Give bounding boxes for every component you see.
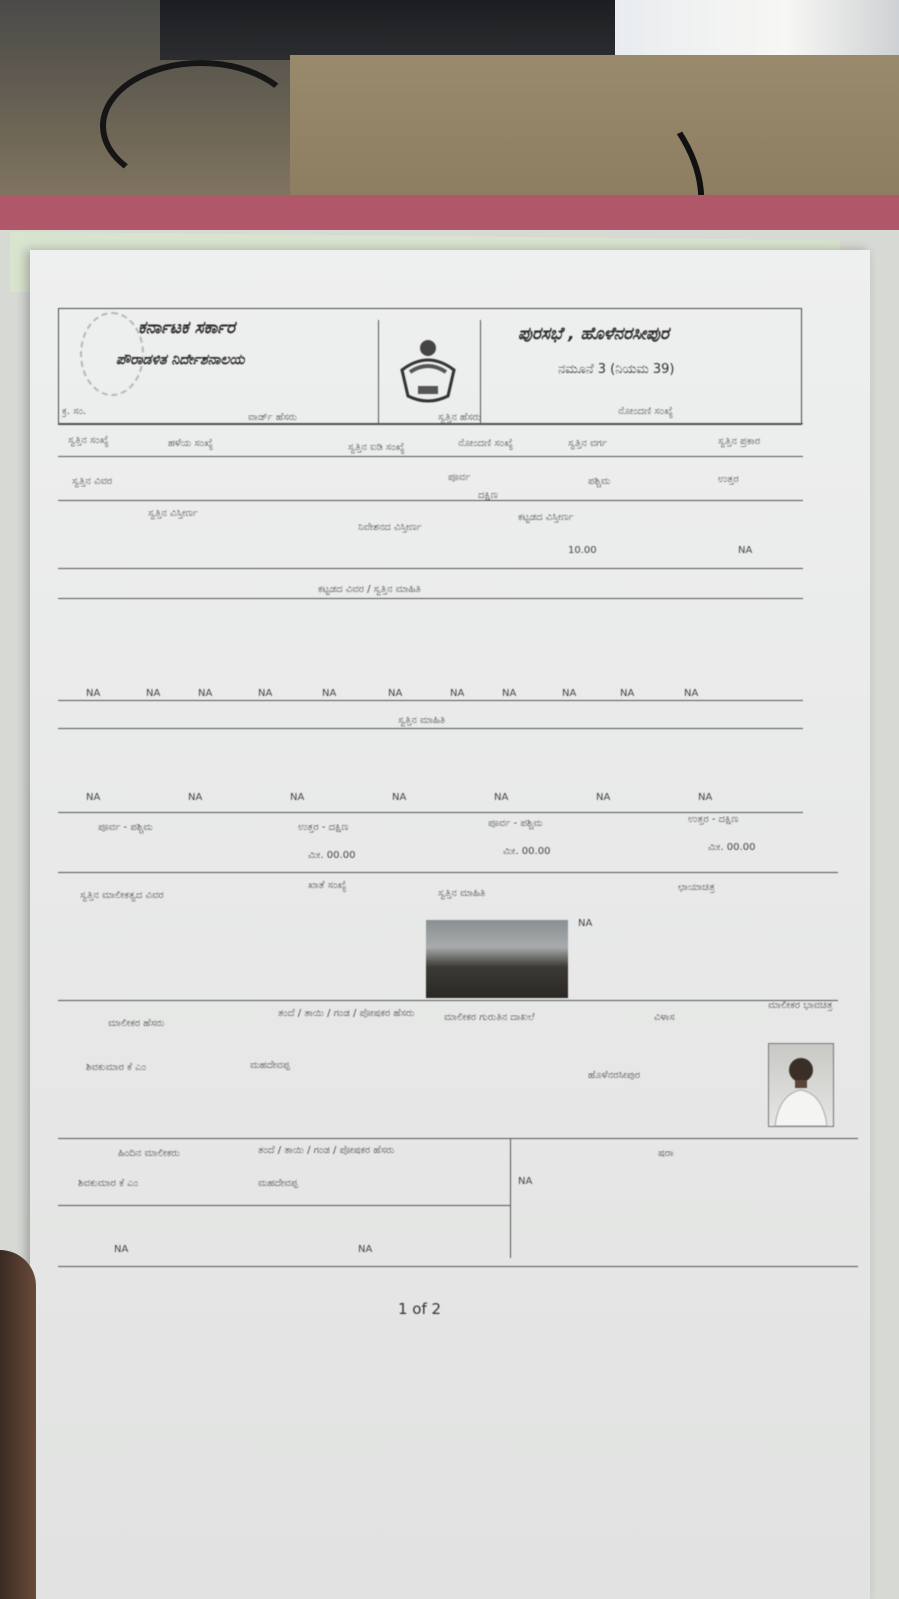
owner-address: ಹೊಳೆನರಸೀಪುರ — [588, 1070, 641, 1081]
prev-owner-name: ಶಿವಕುಮಾರ ಕೆ ಎಂ — [78, 1178, 139, 1189]
row-line — [58, 500, 803, 501]
label-parent: ತಂದೆ / ತಾಯಿ / ಗಂಡ / ಪೋಷಕರ ಹೆಸರು — [278, 1008, 415, 1019]
na-cell: NA — [450, 688, 465, 699]
na-cell: NA — [518, 1176, 533, 1187]
na-cell: NA — [86, 792, 101, 803]
na-cell: NA — [188, 792, 203, 803]
row-line — [58, 700, 803, 701]
na-cell: NA — [388, 688, 403, 699]
label-remarks: ಷರಾ — [658, 1148, 674, 1159]
na-cell: NA — [86, 688, 101, 699]
label-reg-no: ನೋಂದಣಿ ಸಂಖ್ಯೆ — [458, 438, 514, 449]
na-cell: NA — [198, 688, 213, 699]
na-cell: NA — [502, 688, 517, 699]
label-owner-photo: ಮಾಲೀಕರ ಭಾವಚಿತ್ರ — [768, 1000, 833, 1011]
label-account-no: ಖಾತೆ ಸಂಖ್ಯೆ — [308, 880, 347, 891]
value-na: NA — [738, 545, 753, 556]
label-ew2: ಪೂರ್ವ - ಪಶ್ಚಿಮ — [488, 818, 543, 829]
row-line — [58, 872, 838, 873]
label-ns2: ಉತ್ತರ - ದಕ್ಷಿಣ — [688, 814, 739, 825]
label-site-area: ನಿವೇಶನದ ವಿಸ್ತೀರ್ಣ — [358, 522, 422, 533]
header-divider — [378, 320, 379, 425]
row-line — [58, 1205, 510, 1206]
label-ns: ಉತ್ತರ - ದಕ್ಷಿಣ — [298, 822, 349, 833]
label-west: ಪಶ್ಚಿಮ — [588, 476, 611, 487]
page-number: 1 of 2 — [398, 1300, 442, 1318]
na-cell: NA — [620, 688, 635, 699]
na-cell: NA — [684, 688, 699, 699]
label-details: ಸ್ವತ್ತಿನ ವಿವರ — [72, 476, 113, 487]
label-old-no: ಹಳೆಯ ಸಂಖ್ಯೆ — [168, 438, 214, 449]
label-prev-parent: ತಂದೆ / ತಾಯಿ / ಗಂಡ / ಪೋಷಕರ ಹೆಸರು — [258, 1145, 395, 1156]
label-owner-name: ಮಾಲೀಕರ ಹೆಸರು — [108, 1018, 165, 1029]
na-cell: NA — [698, 792, 713, 803]
label-serial: ಕ್ರ. ಸಂ. — [62, 406, 87, 417]
value-dim: ಮೀ. 00.00 — [708, 842, 756, 853]
na-cell: NA — [146, 688, 161, 699]
municipality-title: ಪುರಸಭೆ , ಹೊಳೆನರಸೀಪುರ — [518, 324, 669, 344]
label-ward: ವಾರ್ಡ್ ಹೆಸರು — [248, 412, 298, 423]
owner-parent: ಮಹದೇವಪ್ಪ — [250, 1060, 290, 1071]
na-cell: NA — [562, 688, 577, 699]
cable — [100, 60, 302, 192]
label-info: ಸ್ವತ್ತಿನ ಮಾಹಿತಿ — [438, 888, 486, 899]
na-cell: NA — [578, 918, 593, 929]
govt-title: ಕರ್ನಾಟಕ ಸರ್ಕಾರ — [138, 318, 236, 338]
row-line — [58, 728, 803, 729]
na-cell: NA — [392, 792, 407, 803]
label-property-id: ಸ್ವತ್ತಿನ ಐಡಿ ಸಂಖ್ಯೆ — [348, 442, 405, 453]
dept-title: ಪೌರಾಡಳಿತ ನಿರ್ದೇಶನಾಲಯ — [116, 352, 245, 368]
section-building: ಕಟ್ಟಡದ ವಿವರ / ಸ್ವತ್ತಿನ ಮಾಹಿತಿ — [318, 584, 421, 595]
na-cell: NA — [114, 1244, 129, 1255]
label-ew: ಪೂರ್ವ - ಪಶ್ಚಿಮ — [98, 822, 153, 833]
section-property: ಸ್ವತ್ತಿನ ಮಾಹಿತಿ — [398, 715, 446, 726]
prev-owner-parent: ಮಹದೇವಪ್ಪ — [258, 1178, 298, 1189]
header-divider — [480, 320, 481, 425]
label-registration: ನೋಂದಣಿ ಸಂಖ್ಯೆ — [618, 406, 674, 417]
na-cell: NA — [258, 688, 273, 699]
label-class: ಸ್ವತ್ತಿನ ವರ್ಗ — [568, 438, 607, 449]
row-line — [58, 1000, 838, 1001]
na-cell: NA — [596, 792, 611, 803]
row-line — [58, 812, 803, 813]
na-cell: NA — [494, 792, 509, 803]
label-ownership: ಸ್ವತ್ತಿನ ಮಾಲೀಕತ್ವದ ವಿವರ — [80, 890, 164, 901]
label-property-name: ಸ್ವತ್ತಿನ ಹೆಸರು — [438, 412, 482, 423]
row-line — [58, 1266, 858, 1267]
value-dim: ಮೀ. 00.00 — [308, 850, 356, 861]
property-photo — [426, 920, 568, 998]
state-emblem — [388, 330, 468, 410]
row-line — [58, 1138, 858, 1139]
label-area: ಸ್ವತ್ತಿನ ವಿಸ್ತೀರ್ಣ — [148, 508, 198, 519]
label-photo: ಛಾಯಾಚಿತ್ರ — [678, 882, 715, 893]
form-number: ನಮೂನೆ 3 (ನಿಯಮ 39) — [558, 362, 675, 377]
row-line — [58, 598, 803, 599]
property-record-document — [58, 300, 858, 1318]
label-north: ಉತ್ತರ — [718, 474, 739, 485]
owner-name: ಶಿವಕುಮಾರ ಕೆ ಎಂ — [86, 1062, 147, 1073]
col-line — [510, 1138, 511, 1258]
label-east: ಪೂರ್ವ — [448, 472, 471, 483]
value-area: 10.00 — [568, 545, 597, 556]
label-prev-owner: ಹಿಂದಿನ ಮಾಲೀಕರು — [118, 1148, 180, 1159]
label-south: ದಕ್ಷಿಣ — [478, 490, 498, 501]
na-cell: NA — [358, 1244, 373, 1255]
na-cell: NA — [322, 688, 337, 699]
na-cell: NA — [290, 792, 305, 803]
label-owner-id: ಮಾಲೀಕರ ಗುರುತಿನ ದಾಖಲೆ — [444, 1012, 535, 1023]
thumb — [0, 1250, 36, 1599]
label-building-area: ಕಟ್ಟಡದ ವಿಸ್ತೀರ್ಣ — [518, 512, 574, 523]
row-line — [58, 456, 803, 457]
label-type: ಸ್ವತ್ತಿನ ಪ್ರಕಾರ — [718, 436, 761, 447]
label-address: ವಿಳಾಸ — [654, 1012, 675, 1023]
value-dim: ಮೀ. 00.00 — [503, 846, 551, 857]
row-line — [58, 423, 803, 424]
label-property-no: ಸ್ವತ್ತಿನ ಸಂಖ್ಯೆ — [68, 435, 109, 446]
owner-photo — [768, 1043, 834, 1127]
row-line — [58, 568, 803, 569]
